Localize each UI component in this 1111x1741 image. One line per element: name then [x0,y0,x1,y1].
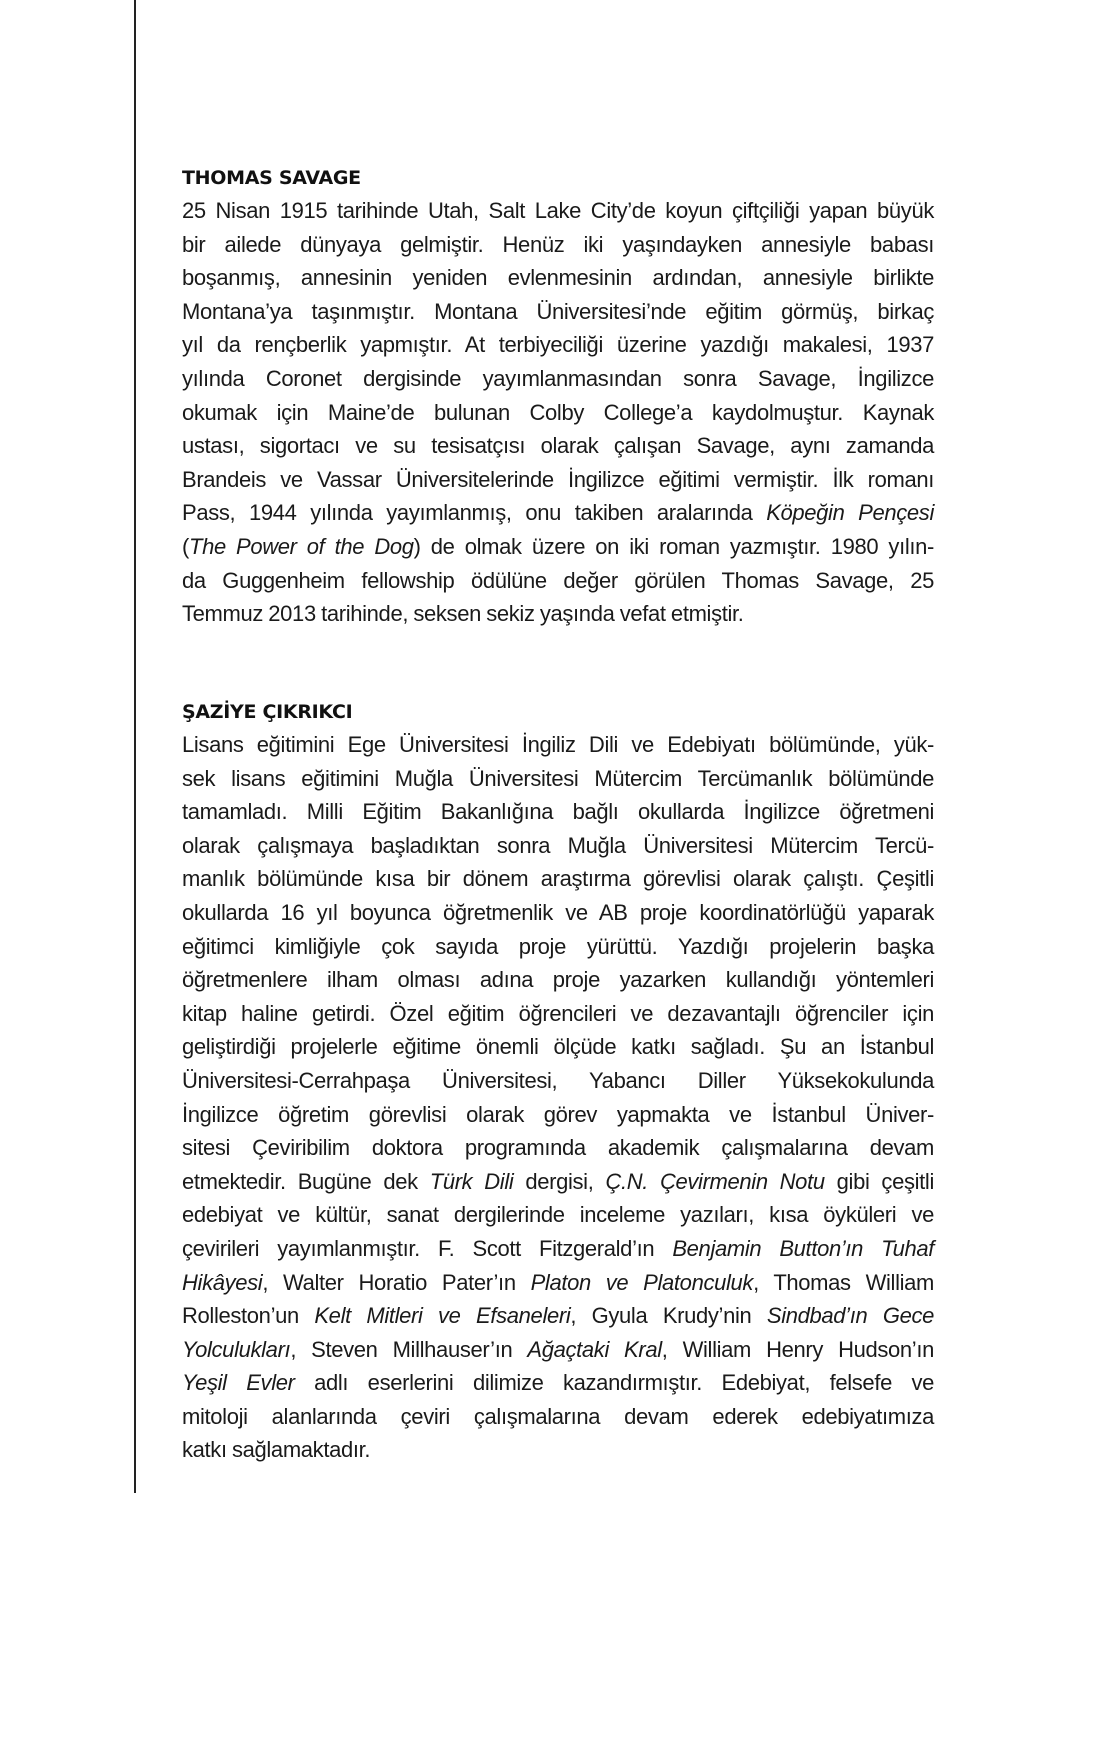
italic-title: Platon ve Platonculuk [530,1269,754,1295]
text-line [182,930,934,964]
italic-title: Köpeğin Pençesi [766,500,934,526]
italic-title: Türk Dili [429,1168,514,1194]
text-run: , Gyula Krudy’nin [570,1303,767,1329]
text-line [182,963,934,997]
translator-name: ŞAZİYE ÇIKRIKCI [182,701,353,723]
author-bio [182,166,934,631]
text-run: etmektedir. Bugüne dek [182,1168,430,1194]
text-run: Brandeis ve Vassar Üniversitelerinde İngilizce eğitimi vermiştir. İlk romanı [182,466,934,492]
text-line [182,896,934,930]
text-run: Üniversitesi-Cerrahpaşa Üniversitesi, Yabancı Diller Yüksekokulunda [182,1067,934,1093]
text-line [182,795,934,829]
text-run: Rolleston’un [182,1303,315,1329]
text-line [182,564,934,598]
text-line [182,1165,934,1199]
text-line [182,829,934,863]
text-line [182,1232,934,1266]
text-run: ustası, sigortacı ve su tesisatçısı olarak çalışan Savage, aynı zamanda [182,433,934,459]
text-line [182,1266,934,1300]
text-run: manlık bölümünde kısa bir dönem araştırma görevlisi olarak çalıştı. Çeşitli [182,866,934,892]
text-line [182,1366,934,1400]
italic-title: Yeşil Evler [182,1370,295,1396]
text-line [182,396,934,430]
text-line [182,997,934,1031]
text-run: ( [182,533,189,559]
text-run: öğretmenlere ilham olması adına proje yazarken kullandığı yöntemleri [182,967,934,993]
text-line [182,429,934,463]
text-line [182,1433,934,1467]
text-run: sitesi Çeviribilim doktora programında akademik çalışmalarına devam [182,1135,934,1161]
text-run: katkı sağlamaktadır. [182,1437,371,1463]
text-run: Pass, 1944 yılında yayımlanmış, onu takiben aralarında [182,500,767,526]
text-run: adlı eserlerini dilimize kazandırmıştır. Edebiyat, felsefe ve [294,1370,935,1396]
text-run: İngilizce öğretim görevlisi olarak görev yapmakta ve İstanbul Üniver- [182,1101,934,1127]
text-line [182,762,934,796]
text-run: Lisans eğitimini Ege Üniversitesi İngiliz Dili ve Edebiyatı bölümünde, yük- [182,732,934,757]
text-run: Montana’ya taşınmıştır. Montana Üniversitesi’nde eğitim görmüş, birkaç [182,298,934,324]
translator-bio [182,700,934,1467]
italic-title: Sindbad’ın Gece [766,1303,935,1329]
text-run: okullarda 16 yıl boyunca öğretmenlik ve AB proje koordinatörlüğü yaparak [182,899,934,925]
text-line [182,261,934,295]
text-run: ) de olmak üzere on iki roman yazmıştır. 1980 yılın- [413,533,934,559]
text-run: edebiyat ve kültür, sanat dergilerinde inceleme yazıları, kısa öyküleri ve [182,1202,934,1228]
text-line [182,295,934,329]
text-line [182,194,934,228]
italic-title: Ç.N. Çevirmenin Notu [605,1168,825,1194]
text-line [182,463,934,497]
text-run: kitap haline getirdi. Özel eğitim öğrencileri ve dezavantajlı öğrenciler için [182,1000,934,1026]
text-line [182,228,934,262]
text-run: Temmuz 2013 tarihinde, seksen sekiz yaşında vefat etmiştir. [182,601,744,627]
text-run: dergisi, [513,1168,606,1194]
author-name: THOMAS SAVAGE [182,167,361,189]
text-run: geliştirdiği projelerle eğitime önemli ölçüde katkı sağladı. Şu an İstanbul [182,1034,934,1060]
page-margin-rule [134,0,136,1493]
text-run: 25 Nisan 1915 tarihinde Utah, Salt Lake City’de koyun çiftçiliği yapan büyük [182,198,934,223]
text-run: bir ailede dünyaya gelmiştir. Henüz iki yaşındayken annesiyle babası [182,231,934,257]
text-line [182,1131,934,1165]
text-run: , Walter Horatio Pater’ın [262,1269,531,1295]
text-line [182,1400,934,1434]
text-run: , Thomas William [753,1269,935,1295]
italic-title: Yolculukları [182,1336,291,1362]
text-line [182,1333,934,1367]
text-run: eğitimci kimliğiyle çok sayıda proje yürüttü. Yazdığı projelerin başka [182,933,934,959]
text-run: çevirileri yayımlanmıştır. F. Scott Fitzgerald’ın [182,1235,673,1261]
text-line [182,728,934,762]
italic-title: The Power of the Dog [188,533,414,559]
italic-title: Benjamin Button’ın Tuhaf [672,1235,934,1261]
text-line [182,530,934,564]
text-line [182,597,934,631]
text-line [182,1030,934,1064]
text-run: da Guggenheim fellowship ödülüne değer görülen Thomas Savage, 25 [182,567,934,593]
text-run: , Steven Millhauser’ın [290,1336,528,1362]
text-line [182,496,934,530]
translator-bio-text [182,728,934,1467]
text-run: yılında Coronet dergisinde yayımlanmasından sonra Savage, İngilizce [182,365,934,391]
italic-title: Ağaçtaki Kral [527,1336,662,1362]
text-run: boşanmış, annesinin yeniden evlenmesinin ardından, annesiyle birlikte [182,265,934,291]
text-run: olarak çalışmaya başladıktan sonra Muğla Üniversitesi Mütercim Tercü- [182,832,934,858]
text-line [182,862,934,896]
text-line [182,1299,934,1333]
text-run: , William Henry Hudson’ın [661,1336,934,1362]
italic-title: Kelt Mitleri ve Efsaneleri [314,1303,571,1329]
author-bio-text [182,194,934,631]
text-run: yıl da rençberlik yapmıştır. At terbiyeciliği üzerine yazdığı makalesi, 1937 [182,332,934,358]
italic-title: Hikâyesi [182,1269,263,1295]
text-run: sek lisans eğitimini Muğla Üniversitesi Mütercim Tercümanlık bölümünde [182,765,934,791]
text-line [182,328,934,362]
text-line [182,362,934,396]
text-run: gibi çeşitli [824,1168,934,1194]
text-run: okumak için Maine’de bulunan Colby College’a kaydolmuştur. Kaynak [182,399,934,425]
text-run: mitoloji alanlarında çeviri çalışmalarına devam ederek edebiyatımıza [182,1403,934,1429]
text-line [182,1098,934,1132]
text-line [182,1064,934,1098]
text-line [182,1198,934,1232]
text-run: tamamladı. Milli Eğitim Bakanlığına bağlı okullarda İngilizce öğretmeni [182,799,934,825]
